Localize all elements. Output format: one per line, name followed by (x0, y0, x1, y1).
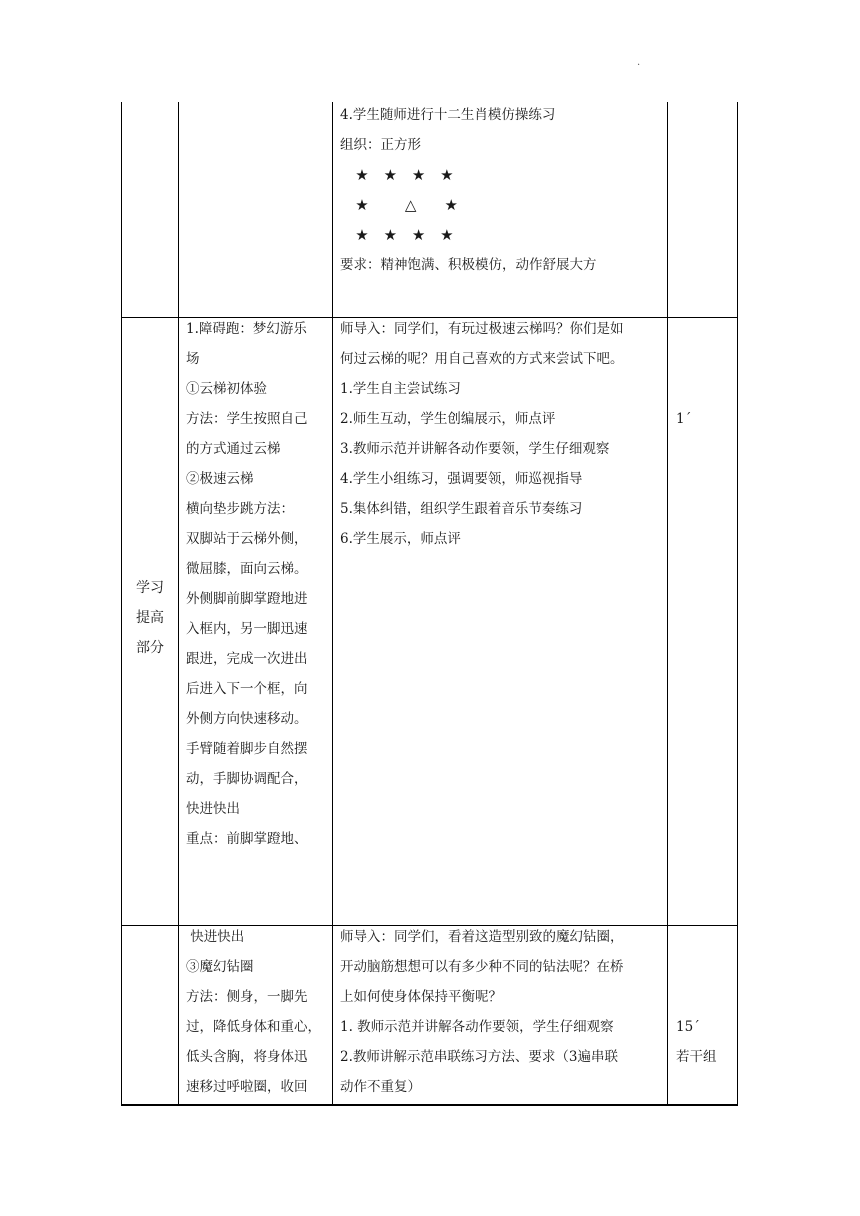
method-line: 手臂随着脚步自然摆 (186, 741, 308, 757)
row2-method-cell (186, 314, 308, 854)
row1-requirement: 要求：精神饱满、积极模仿，动作舒展大方 (340, 257, 597, 273)
section-label (122, 573, 178, 663)
formation-row-mid (340, 190, 597, 220)
method-line: 跟进，完成一次进出 (186, 651, 308, 667)
method-line: 低头含胸，将身体迅 (186, 1049, 308, 1065)
content-line: 2.师生互动，学生创编展示，师点评 (340, 411, 556, 427)
row3-time-cell (676, 1012, 717, 1072)
method-line: 方法：学生按照自己 (186, 411, 308, 427)
method-line: 的方式通过云梯 (186, 441, 281, 457)
content-line: 2.教师讲解示范串联练习方法、要求（3遍串联 (340, 1049, 618, 1065)
border-bottom (121, 1104, 738, 1106)
method-line: 微屈膝，面向云梯。 (186, 561, 308, 577)
formation-row-bottom (340, 220, 597, 250)
teacher-triangle-icon: △ (404, 196, 417, 214)
group-count: 若干组 (676, 1049, 717, 1065)
content-line: 1.学生自主尝试练习 (340, 381, 461, 397)
content-line: 师导入：同学们，有玩过极速云梯吗？你们是如 (340, 321, 624, 337)
content-line: 6.学生展示，师点评 (340, 531, 461, 547)
method-line: 动，手脚协调配合， (186, 771, 308, 787)
student-star-icon: ★ (411, 226, 426, 244)
border-col1 (178, 102, 179, 1106)
row1-line: 4.学生随师进行十二生肖模仿操练习 (340, 107, 556, 123)
method-line: 场 (186, 351, 200, 367)
section-label-line: 部分 (136, 640, 164, 656)
method-line: 1.障碍跑：梦幻游乐 (186, 321, 307, 337)
method-line: ②极速云梯 (186, 471, 254, 487)
student-star-icon: ★ (411, 166, 426, 184)
method-line: 入框内，另一脚迅速 (186, 621, 308, 637)
content-line: 何过云梯的呢？用自己喜欢的方式来尝试下吧。 (340, 351, 624, 367)
row1-content-cell (340, 100, 597, 280)
formation-row-top (340, 160, 597, 190)
row2-content-cell (340, 314, 624, 554)
page-dot-mark: . (637, 57, 641, 68)
method-line: 速移过呼啦圈，收回 (186, 1079, 308, 1095)
content-line: 动作不重复） (340, 1079, 421, 1095)
method-line: 快进快出 (186, 801, 240, 817)
section-label-line: 提高 (136, 610, 164, 626)
border-col2 (332, 102, 333, 1106)
student-star-icon: ★ (440, 226, 454, 244)
content-line: 上如何使身体保持平衡呢？ (340, 989, 502, 1005)
student-star-icon: ★ (383, 166, 398, 184)
border-right (737, 102, 738, 1106)
content-line: 开动脑筋想想可以有多少种不同的钻法呢？在桥 (340, 959, 624, 975)
student-star-icon: ★ (355, 226, 369, 244)
student-star-icon: ★ (440, 166, 454, 184)
content-line: 3.教师示范并讲解各动作要领，学生仔细观察 (340, 441, 610, 457)
method-line: ①云梯初体验 (186, 381, 267, 397)
method-line: 方法：侧身，一脚先 (186, 989, 308, 1005)
method-line: 快进快出 (186, 929, 245, 945)
student-star-icon: ★ (355, 166, 369, 184)
content-line: 5.集体纠错，组织学生跟着音乐节奏练习 (340, 501, 583, 517)
student-star-icon: ★ (444, 196, 458, 214)
time-value: 1´ (676, 411, 692, 427)
border-col3 (667, 102, 668, 1106)
method-line: 外侧方向快速移动。 (186, 711, 308, 727)
student-star-icon: ★ (383, 226, 398, 244)
time-value: 15´ (676, 1019, 700, 1035)
method-line: 后进入下一个框，向 (186, 681, 308, 697)
method-line: 外侧脚前脚掌蹬地进 (186, 591, 308, 607)
row2-time-cell (676, 404, 691, 434)
method-line: 重点：前脚掌蹬地、 (186, 831, 308, 847)
content-line: 1. 教师示范并讲解各动作要领，学生仔细观察 (340, 1019, 614, 1035)
method-line: 双脚站于云梯外侧， (186, 531, 308, 547)
row1-line: 组织：正方形 (340, 137, 421, 153)
method-line: 横向垫步跳方法： (186, 501, 294, 517)
row3-method-cell (186, 922, 321, 1102)
content-line: 4.学生小组练习，强调要领，师巡视指导 (340, 471, 583, 487)
method-line: 过，降低身体和重心， (186, 1019, 321, 1035)
row3-content-cell (340, 922, 624, 1102)
content-line: 师导入：同学们，看着这造型别致的魔幻钻圈， (340, 929, 624, 945)
section-label-line: 学习 (136, 580, 164, 596)
student-star-icon: ★ (355, 196, 369, 214)
method-line: ③魔幻钻圈 (186, 959, 254, 975)
